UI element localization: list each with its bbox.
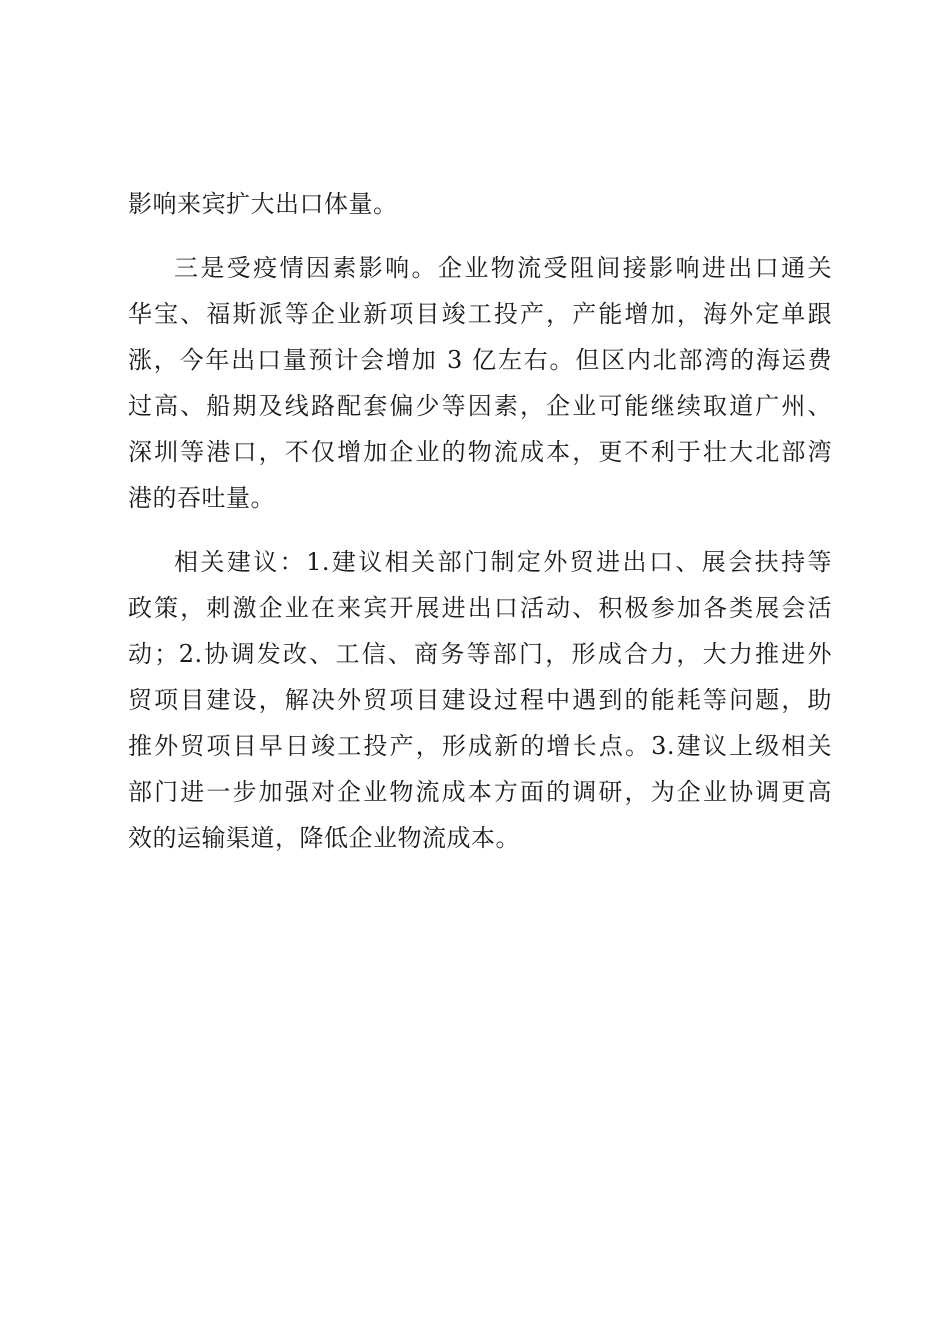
paragraph-recommendations (128, 539, 832, 861)
text-line: 过高、船期及线路配套偏少等因素，企业可能继续取道广州、 (128, 392, 832, 420)
paragraph-continuation (128, 181, 832, 227)
text-line: 部门进一步加强对企业物流成本方面的调研，为企业协调更高 (128, 778, 832, 806)
text-line: 政策，刺激企业在来宾开展进出口活动、积极参加各类展会活 (128, 594, 832, 622)
text-line: 港的吞吐量。 (128, 484, 275, 512)
text-line: 华宝、福斯派等企业新项目竣工投产，产能增加，海外定单跟 (128, 300, 832, 328)
text-line: 三是受疫情因素影响。企业物流受阻间接影响进出口通关 (174, 254, 832, 282)
text-line: 深圳等港口，不仅增加企业的物流成本，更不利于壮大北部湾 (128, 438, 832, 466)
text-line: 动；2.协调发改、工信、商务等部门，形成合力，大力推进外 (128, 640, 832, 668)
document-body (128, 181, 832, 861)
text-line: 推外贸项目早日竣工投产，形成新的增长点。3.建议上级相关 (128, 732, 832, 760)
text-line: 影响来宾扩大出口体量。 (128, 190, 398, 218)
text-line: 相关建议：1.建议相关部门制定外贸进出口、展会扶持等 (174, 548, 832, 576)
text-line: 涨，今年出口量预计会增加 3 亿左右。但区内北部湾的海运费 (128, 346, 832, 374)
paragraph-epidemic-impact (128, 245, 832, 521)
text-line: 贸项目建设，解决外贸项目建设过程中遇到的能耗等问题，助 (128, 686, 832, 714)
text-line: 效的运输渠道，降低企业物流成本。 (128, 824, 520, 852)
